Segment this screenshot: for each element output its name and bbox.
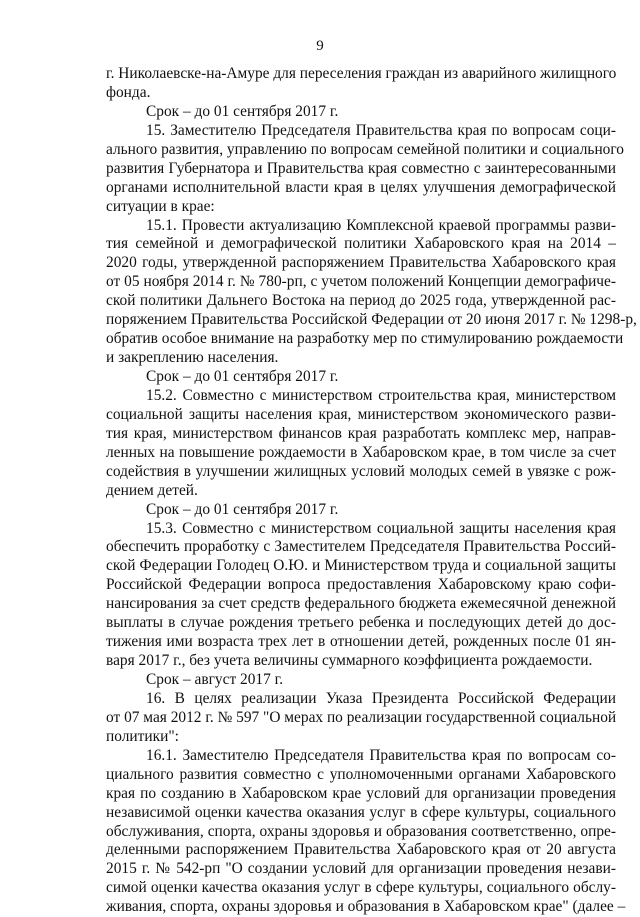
text-line: 15.3. Совместно с министерством социальной защиты населения края [146,519,616,537]
text-line: ленных на повышение рождаемости в Хабаровском крае, в том числе за счет [106,443,616,461]
text-line: обслуживания, спорта, охраны здоровья и образования соответственно, опре- [106,822,616,840]
text-line: Российской Федерации вопроса предоставления Хабаровскому краю софи- [106,576,616,594]
text-line: симой оценки качества оказания услуг в сфере культуры, социального обслу- [106,879,616,897]
text-line: Срок – август 2017 г. [146,671,284,688]
text-line: органами исполнительной власти края в целях улучшения демографической [106,178,616,196]
text-line: 15. Заместителю Председателя Правительства края по вопросам соци- [146,121,616,139]
text-line: циального развития совместно с уполномоченными органами Хабаровского [106,765,616,783]
document-body [106,65,637,917]
text-line: фонда. [106,83,151,101]
text-line: независимой оценки качества оказания услуг в сфере культуры, социального [106,803,616,821]
page-number: 9 [316,38,324,54]
text-line: 2020 годы, утвержденной распоряжением Правительства Хабаровского края [106,254,616,272]
text-line: 16. В целях реализации Указа Президента Российской Федерации [146,689,616,707]
text-line: тия края, министерством финансов края разработать комплекс мер, направ- [106,424,616,442]
text-line: ального развития, управлению по вопросам семейной политики и социального [106,140,624,158]
text-line: ситуации в крае: [106,197,215,215]
text-line: развития Губернатора и Правительства края совместно с заинтересованными [106,159,616,177]
text-line: от 05 ноября 2014 г. № 780-рп, с учетом положений Концепции демографиче- [106,273,616,291]
text-line: 16.1. Заместителю Председателя Правительства края по вопросам со- [146,746,616,764]
text-line: ской политики Дальнего Востока на период до 2025 года, утвержденной рас- [106,292,616,310]
text-line: поряжением Правительства Российской Федерации от 20 июня 2017 г. № 1298-р, [106,311,637,329]
text-line: тия семейной и демографической политики Хабаровского края на 2014 – [106,235,616,253]
text-line: обратив особое внимание на разработку мер по стимулированию рождаемости [106,330,624,348]
text-line: социальной защиты населения края, министерством экономического разви- [106,405,616,423]
text-line: 15.1. Провести актуализацию Комплексной краевой программы разви- [146,216,616,234]
text-line: выплаты в случае рождения третьего ребенка и последующих детей до дос- [106,614,616,632]
text-line: Срок – до 01 сентября 2017 г. [146,102,339,120]
text-line: 15.2. Совместно с министерством строительства края, министерством [146,386,616,404]
text-line: края по созданию в Хабаровском крае условий для организации проведения [106,784,616,802]
text-line: ской Федерации Голодец О.Ю. и Министерством труда и социальной защиты [106,557,616,575]
text-line: нансирования за счет средств федерального бюджета ежемесячной денежной [106,595,616,613]
text-line: живания, спорта, охраны здоровья и образования в Хабаровском крае" (далее – [106,898,626,916]
text-line: варя 2017 г., без учета величины суммарного коэффициента рождаемости. [106,652,593,670]
text-line: политики": [106,727,179,745]
text-line: тижения ими возраста трех лет в отношении детей, рожденных после 01 ян- [106,633,616,651]
text-line: г. Николаевске-на-Амуре для переселения граждан из аварийного жилищного [106,65,617,82]
text-line: обеспечить проработку с Заместителем Председателя Правительства Россий- [106,538,616,556]
text-line: 2015 г. № 542-рп "О создании условий для организации проведения незави- [106,860,616,878]
text-line: дением детей. [106,481,198,499]
text-line: Срок – до 01 сентября 2017 г. [146,500,339,518]
text-line: и закреплению населения. [106,349,279,367]
text-line: деленными распоряжением Правительства Хабаровского края от 20 августа [106,841,616,859]
text-line: от 07 мая 2012 г. № 597 "О мерах по реализации государственной социальной [106,708,617,726]
text-line: Срок – до 01 сентября 2017 г. [146,368,339,385]
text-line: содействия в улучшении жилищных условий молодых семей в увязке с рож- [106,462,616,480]
